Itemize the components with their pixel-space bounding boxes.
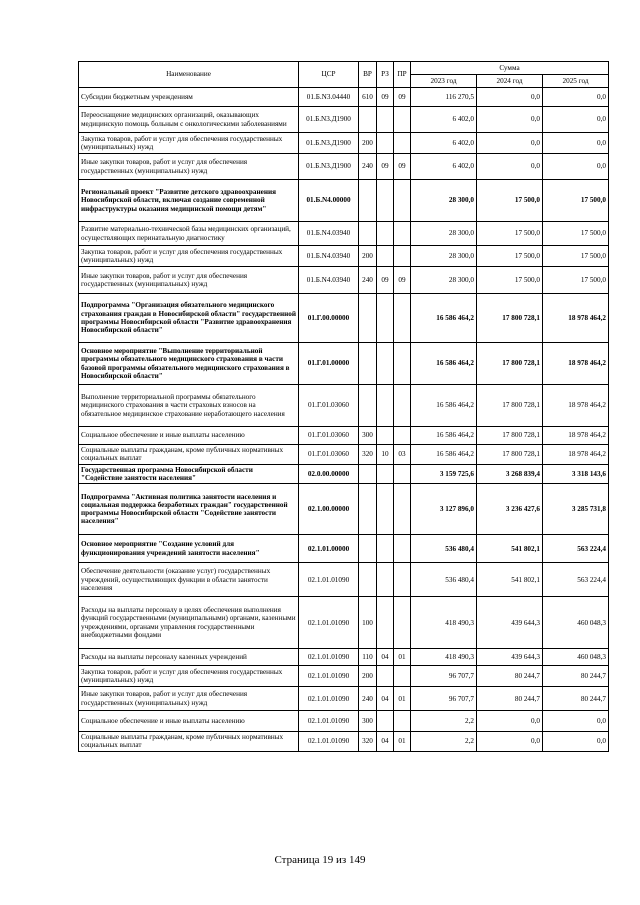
cell-y3: 563 224,4 — [543, 563, 609, 597]
cell-pr: 09 — [394, 267, 411, 294]
cell-y1: 536 480,4 — [411, 535, 477, 563]
cell-vr — [359, 385, 377, 427]
cell-y1: 16 586 464,2 — [411, 343, 477, 385]
cell-rz — [377, 294, 394, 343]
header-sum: Сумма — [411, 62, 609, 75]
cell-csr: 01.Г.01.00000 — [299, 343, 359, 385]
cell-y1: 6 402,0 — [411, 154, 477, 180]
table-row — [79, 385, 609, 427]
cell-y3: 0,0 — [543, 88, 609, 107]
cell-name: Иные закупки товаров, работ и услуг для обеспечения государственных (муниципальных) нужд — [79, 687, 299, 711]
cell-rz: 09 — [377, 88, 394, 107]
cell-y1: 3 159 725,6 — [411, 464, 477, 484]
cell-y1: 16 586 464,2 — [411, 294, 477, 343]
cell-y2: 17 800 728,1 — [477, 445, 543, 465]
header-year-2023: 2023 год — [411, 75, 477, 88]
cell-y1: 6 402,0 — [411, 133, 477, 154]
table-row — [79, 563, 609, 597]
cell-y3: 17 500,0 — [543, 246, 609, 267]
cell-y2: 17 800 728,1 — [477, 294, 543, 343]
cell-csr: 02.1.01.01090 — [299, 711, 359, 732]
table-row — [79, 535, 609, 563]
table-row — [79, 666, 609, 687]
cell-csr: 01.Г.00.00000 — [299, 294, 359, 343]
cell-name: Обеспечение деятельности (оказание услуг) государственных учреждений, осуществляющих функции в области занятости населения — [79, 563, 299, 597]
cell-y2: 17 500,0 — [477, 246, 543, 267]
cell-y1: 2,2 — [411, 711, 477, 732]
cell-y2: 0,0 — [477, 711, 543, 732]
cell-y2: 17 500,0 — [477, 180, 543, 222]
cell-vr: 300 — [359, 427, 377, 445]
cell-csr: 02.1.01.01090 — [299, 666, 359, 687]
cell-y2: 541 802,1 — [477, 535, 543, 563]
cell-csr: 01.Г.01.03060 — [299, 445, 359, 465]
cell-rz — [377, 597, 394, 649]
cell-y2: 3 236 427,6 — [477, 484, 543, 535]
table-row — [79, 732, 609, 752]
cell-rz — [377, 385, 394, 427]
cell-name: Иные закупки товаров, работ и услуг для обеспечения государственных (муниципальных) нужд — [79, 267, 299, 294]
cell-y3: 18 978 464,2 — [543, 294, 609, 343]
cell-pr: 01 — [394, 687, 411, 711]
cell-y3: 18 978 464,2 — [543, 445, 609, 465]
cell-y3: 460 048,3 — [543, 649, 609, 666]
cell-vr: 200 — [359, 133, 377, 154]
cell-pr — [394, 464, 411, 484]
cell-pr — [394, 107, 411, 133]
cell-csr: 01.Б.N4.03940 — [299, 246, 359, 267]
cell-name: Закупка товаров, работ и услуг для обеспечения государственных (муниципальных) нужд — [79, 133, 299, 154]
budget-table — [78, 61, 609, 752]
cell-vr — [359, 484, 377, 535]
cell-pr — [394, 563, 411, 597]
cell-name: Социальные выплаты гражданам, кроме публичных нормативных социальных выплат — [79, 732, 299, 752]
header-year-2025: 2025 год — [543, 75, 609, 88]
table-body — [79, 88, 609, 752]
cell-pr — [394, 222, 411, 246]
table-row — [79, 464, 609, 484]
table-row — [79, 246, 609, 267]
cell-vr: 320 — [359, 732, 377, 752]
cell-rz — [377, 107, 394, 133]
table-row — [79, 649, 609, 666]
cell-y3: 18 978 464,2 — [543, 385, 609, 427]
cell-rz — [377, 484, 394, 535]
cell-csr: 02.1.01.01090 — [299, 649, 359, 666]
cell-pr — [394, 246, 411, 267]
cell-pr — [394, 535, 411, 563]
table-row — [79, 711, 609, 732]
cell-y1: 116 270,5 — [411, 88, 477, 107]
cell-name: Основное мероприятие "Выполнение территориальной программы обязательного медицинского страхования в части базовой программы обязательного медицинского страхования в Новосибирской области" — [79, 343, 299, 385]
cell-y3: 0,0 — [543, 107, 609, 133]
cell-name: Подпрограмма "Организация обязательного медицинского страхования граждан в Новосибирской области" государственной программы Новосибирской области "Развитие здравоохранения Новосибирской области" — [79, 294, 299, 343]
cell-vr — [359, 563, 377, 597]
cell-rz — [377, 133, 394, 154]
cell-y3: 460 048,3 — [543, 597, 609, 649]
cell-y1: 28 300,0 — [411, 246, 477, 267]
cell-csr: 02.0.00.00000 — [299, 464, 359, 484]
cell-vr — [359, 294, 377, 343]
table-row — [79, 687, 609, 711]
cell-pr: 01 — [394, 732, 411, 752]
cell-csr: 01.Б.N4.03940 — [299, 222, 359, 246]
table-row — [79, 180, 609, 222]
cell-vr — [359, 222, 377, 246]
cell-rz: 04 — [377, 732, 394, 752]
table-row — [79, 343, 609, 385]
cell-name: Иные закупки товаров, работ и услуг для обеспечения государственных (муниципальных) нужд — [79, 154, 299, 180]
cell-rz — [377, 222, 394, 246]
cell-pr — [394, 133, 411, 154]
table-row — [79, 267, 609, 294]
cell-vr: 240 — [359, 154, 377, 180]
cell-y3: 80 244,7 — [543, 687, 609, 711]
cell-vr — [359, 343, 377, 385]
cell-vr — [359, 107, 377, 133]
cell-vr — [359, 464, 377, 484]
cell-pr — [394, 294, 411, 343]
cell-y1: 96 707,7 — [411, 666, 477, 687]
cell-rz — [377, 666, 394, 687]
cell-vr: 240 — [359, 687, 377, 711]
cell-pr — [394, 427, 411, 445]
cell-name: Расходы на выплаты персоналу в целях обеспечения выполнения функций государственными (муниципальными) органами, казенными учреждениями, органами управления государственными внебюджетными фондами — [79, 597, 299, 649]
table-row — [79, 154, 609, 180]
cell-vr: 200 — [359, 666, 377, 687]
cell-y2: 17 800 728,1 — [477, 427, 543, 445]
table-row — [79, 597, 609, 649]
cell-name: Подпрограмма "Активная политика занятости населения и социальная поддержка безработных граждан" государственной программы Новосибирской области "Содействие занятости населения" — [79, 484, 299, 535]
cell-y1: 16 586 464,2 — [411, 427, 477, 445]
cell-csr: 01.Б.N3.Д1900 — [299, 154, 359, 180]
cell-y1: 2,2 — [411, 732, 477, 752]
cell-rz: 09 — [377, 267, 394, 294]
table-row — [79, 484, 609, 535]
cell-y1: 28 300,0 — [411, 180, 477, 222]
cell-csr: 01.Г.01.03060 — [299, 385, 359, 427]
cell-name: Социальное обеспечение и иные выплаты населению — [79, 711, 299, 732]
cell-y3: 18 978 464,2 — [543, 343, 609, 385]
cell-rz — [377, 427, 394, 445]
cell-y2: 17 500,0 — [477, 222, 543, 246]
header-vr: ВР — [359, 62, 377, 88]
cell-csr: 01.Б.N3.04440 — [299, 88, 359, 107]
cell-y2: 17 500,0 — [477, 267, 543, 294]
cell-csr: 02.1.01.00000 — [299, 535, 359, 563]
cell-pr: 01 — [394, 649, 411, 666]
cell-name: Субсидии бюджетным учреждениям — [79, 88, 299, 107]
cell-csr: 02.1.01.01090 — [299, 597, 359, 649]
cell-name: Расходы на выплаты персоналу казенных учреждений — [79, 649, 299, 666]
table-row — [79, 445, 609, 465]
cell-rz — [377, 535, 394, 563]
table-row — [79, 427, 609, 445]
table-row — [79, 133, 609, 154]
cell-name: Основное мероприятие "Создание условий для функционирования учреждений занятости населения" — [79, 535, 299, 563]
cell-rz — [377, 180, 394, 222]
cell-y3: 80 244,7 — [543, 666, 609, 687]
cell-pr — [394, 180, 411, 222]
cell-csr: 02.1.01.01090 — [299, 687, 359, 711]
cell-vr: 610 — [359, 88, 377, 107]
cell-csr: 01.Г.01.03060 — [299, 427, 359, 445]
cell-y2: 439 644,3 — [477, 597, 543, 649]
cell-pr — [394, 711, 411, 732]
cell-rz: 04 — [377, 687, 394, 711]
cell-y3: 18 978 464,2 — [543, 427, 609, 445]
cell-pr: 09 — [394, 154, 411, 180]
cell-csr: 01.Б.N4.03940 — [299, 267, 359, 294]
cell-pr — [394, 666, 411, 687]
cell-y3: 0,0 — [543, 732, 609, 752]
table-row — [79, 88, 609, 107]
header-pr: ПР — [394, 62, 411, 88]
cell-y3: 0,0 — [543, 133, 609, 154]
cell-y1: 6 402,0 — [411, 107, 477, 133]
cell-y3: 17 500,0 — [543, 222, 609, 246]
cell-y2: 17 800 728,1 — [477, 343, 543, 385]
cell-y2: 0,0 — [477, 88, 543, 107]
cell-csr: 01.Б.N3.Д1900 — [299, 107, 359, 133]
cell-vr: 300 — [359, 711, 377, 732]
cell-y3: 0,0 — [543, 154, 609, 180]
cell-y2: 439 644,3 — [477, 649, 543, 666]
cell-csr: 02.1.01.01090 — [299, 563, 359, 597]
header-rz: РЗ — [377, 62, 394, 88]
cell-y3: 563 224,4 — [543, 535, 609, 563]
cell-pr — [394, 385, 411, 427]
cell-rz — [377, 464, 394, 484]
cell-y3: 0,0 — [543, 711, 609, 732]
cell-y2: 0,0 — [477, 154, 543, 180]
table-row — [79, 294, 609, 343]
cell-vr — [359, 535, 377, 563]
cell-name: Закупка товаров, работ и услуг для обеспечения государственных (муниципальных) нужд — [79, 666, 299, 687]
cell-y2: 0,0 — [477, 107, 543, 133]
cell-pr — [394, 597, 411, 649]
cell-name: Социальное обеспечение и иные выплаты населению — [79, 427, 299, 445]
cell-y3: 17 500,0 — [543, 180, 609, 222]
cell-y2: 0,0 — [477, 732, 543, 752]
cell-vr: 320 — [359, 445, 377, 465]
cell-rz — [377, 343, 394, 385]
cell-y2: 17 800 728,1 — [477, 385, 543, 427]
cell-pr: 03 — [394, 445, 411, 465]
cell-y1: 96 707,7 — [411, 687, 477, 711]
cell-name: Региональный проект "Развитие детского здравоохранения Новосибирской области, включая создание современной инфраструктуры оказания медицинской помощи детям" — [79, 180, 299, 222]
cell-y1: 28 300,0 — [411, 222, 477, 246]
cell-vr: 240 — [359, 267, 377, 294]
cell-rz — [377, 711, 394, 732]
cell-name: Закупка товаров, работ и услуг для обеспечения государственных (муниципальных) нужд — [79, 246, 299, 267]
cell-y2: 3 268 839,4 — [477, 464, 543, 484]
cell-y1: 3 127 896,0 — [411, 484, 477, 535]
table-row — [79, 222, 609, 246]
cell-y2: 80 244,7 — [477, 666, 543, 687]
cell-y3: 3 285 731,8 — [543, 484, 609, 535]
table-row — [79, 107, 609, 133]
cell-y3: 17 500,0 — [543, 267, 609, 294]
cell-pr — [394, 484, 411, 535]
cell-y3: 3 318 143,6 — [543, 464, 609, 484]
cell-pr: 09 — [394, 88, 411, 107]
cell-rz — [377, 246, 394, 267]
cell-rz: 10 — [377, 445, 394, 465]
cell-rz: 09 — [377, 154, 394, 180]
cell-y1: 28 300,0 — [411, 267, 477, 294]
cell-pr — [394, 343, 411, 385]
page-number: Страница 19 из 149 — [274, 854, 366, 866]
cell-csr: 01.Б.N4.00000 — [299, 180, 359, 222]
header-csr: ЦСР — [299, 62, 359, 88]
cell-name: Государственная программа Новосибирской области "Содействие занятости населения" — [79, 464, 299, 484]
cell-csr: 02.1.00.00000 — [299, 484, 359, 535]
cell-name: Переоснащение медицинских организаций, оказывающих медицинскую помощь больным с онкологическими заболеваниями — [79, 107, 299, 133]
cell-name: Социальные выплаты гражданам, кроме публичных нормативных социальных выплат — [79, 445, 299, 465]
cell-rz: 04 — [377, 649, 394, 666]
cell-name: Выполнение территориальной программы обязательного медицинского страхования в части страховых взносов на обязательное медицинское страхование неработающего населения — [79, 385, 299, 427]
header-year-2024: 2024 год — [477, 75, 543, 88]
cell-y1: 16 586 464,2 — [411, 385, 477, 427]
cell-vr: 110 — [359, 649, 377, 666]
cell-y1: 536 480,4 — [411, 563, 477, 597]
header-name: Наименование — [79, 62, 299, 88]
cell-name: Развитие материально-технической базы медицинских организаций, осуществляющих перинатальную диагностику — [79, 222, 299, 246]
cell-y2: 0,0 — [477, 133, 543, 154]
cell-csr: 01.Б.N3.Д1900 — [299, 133, 359, 154]
cell-vr: 200 — [359, 246, 377, 267]
cell-y2: 80 244,7 — [477, 687, 543, 711]
cell-vr — [359, 180, 377, 222]
cell-y1: 418 490,3 — [411, 597, 477, 649]
cell-rz — [377, 563, 394, 597]
cell-y1: 418 490,3 — [411, 649, 477, 666]
cell-csr: 02.1.01.01090 — [299, 732, 359, 752]
cell-vr: 100 — [359, 597, 377, 649]
cell-y1: 16 586 464,2 — [411, 445, 477, 465]
cell-y2: 541 802,1 — [477, 563, 543, 597]
